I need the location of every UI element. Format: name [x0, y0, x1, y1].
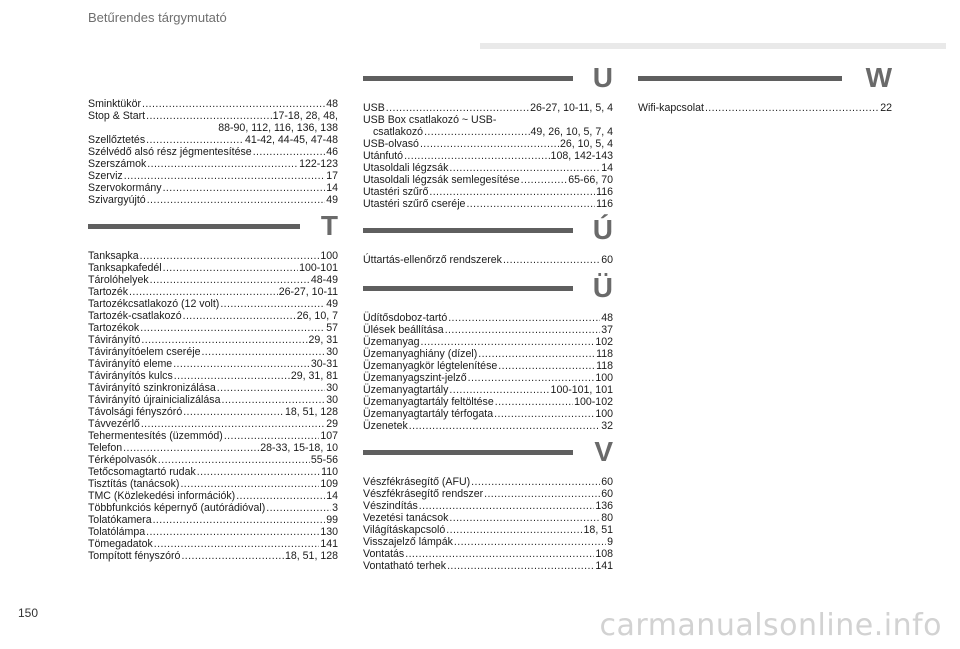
index-entry	[363, 312, 613, 324]
entry-page-refs: 18, 51	[583, 524, 613, 536]
index-entry	[363, 548, 613, 560]
index-entry	[363, 138, 613, 150]
entry-list	[88, 98, 338, 206]
entry-page-refs: 37	[601, 324, 613, 336]
entry-term: Szerszámok	[88, 158, 147, 170]
dot-leader	[163, 262, 298, 274]
dot-leader	[140, 322, 325, 334]
entry-page-refs: 22	[880, 102, 892, 114]
entry-page-refs: 55-56	[310, 454, 338, 466]
entry-page-refs: 28-33, 15-18, 10	[260, 442, 338, 454]
index-entry	[88, 454, 338, 466]
section-rule	[88, 224, 300, 229]
dot-leader	[154, 538, 320, 550]
watermark: carmanualsonline.info	[599, 608, 942, 643]
entry-term: Tartozékcsatlakozó (12 volt)	[88, 298, 220, 310]
dot-leader	[221, 394, 325, 406]
entry-page-refs: 26-27, 10-11	[278, 286, 338, 298]
entry-term: Távirányítós kulcs	[88, 370, 173, 382]
entry-term: Többfunkciós képernyő (autórádióval)	[88, 502, 266, 514]
entry-page-refs: 26, 10, 7	[296, 310, 338, 322]
entry-term: Távvezérlő	[88, 418, 140, 430]
entry-page-refs: 109	[320, 478, 338, 490]
index-entry	[363, 198, 613, 210]
entry-term: USB Box csatlakozó ~ USB-	[363, 114, 497, 126]
entry-term: Tárolóhelyek	[88, 274, 149, 286]
dot-leader	[146, 526, 319, 538]
index-entry	[363, 384, 613, 396]
entry-term: Tanksapka	[88, 250, 139, 262]
index-entry	[88, 98, 338, 110]
index-entry	[363, 536, 613, 548]
index-entry	[88, 478, 338, 490]
dot-leader	[153, 514, 326, 526]
entry-term: Üzemanyagszint-jelző	[363, 372, 467, 384]
dot-leader	[266, 502, 331, 514]
section-header-v	[363, 436, 613, 476]
entry-page-refs: 141	[595, 560, 613, 572]
index-entry	[88, 194, 338, 206]
entry-page-refs: 130	[320, 526, 338, 538]
index-entry	[363, 336, 613, 348]
entry-page-refs: 18, 51, 128	[284, 550, 338, 562]
entry-list	[363, 476, 613, 572]
dot-leader	[183, 310, 296, 322]
entry-term: Tolatólámpa	[88, 526, 146, 538]
dot-leader	[181, 550, 284, 562]
dot-leader	[429, 186, 595, 198]
dot-leader	[386, 102, 529, 114]
entry-page-refs: 116	[596, 198, 613, 210]
entry-list	[363, 254, 613, 266]
entry-term: Üzemanyag	[363, 336, 420, 348]
entry-page-refs: 116	[596, 186, 613, 198]
entry-page-refs: 108, 142-143	[550, 150, 613, 162]
index-entry	[88, 122, 338, 134]
entry-term: Távirányító újrainicializálása	[88, 394, 221, 406]
dot-leader	[141, 418, 325, 430]
entry-term: Tehermentesítés (üzemmód)	[88, 430, 223, 442]
dot-leader	[419, 500, 595, 512]
dot-leader	[217, 382, 325, 394]
entry-term: Tartozékok	[88, 322, 140, 334]
entry-term: Visszajelző lámpák	[363, 536, 453, 548]
header-title: Betűrendes tárgymutató	[88, 10, 227, 25]
dot-leader	[220, 298, 325, 310]
entry-page-refs: 48	[601, 312, 613, 324]
dot-leader	[163, 182, 326, 194]
dot-leader	[466, 198, 595, 210]
index-entry	[363, 512, 613, 524]
dot-leader	[409, 420, 600, 432]
entry-page-refs: 30-31	[310, 358, 338, 370]
index-entry	[638, 102, 892, 114]
index-entry	[363, 254, 613, 266]
section-letter: Ú	[592, 214, 613, 245]
dot-leader	[236, 490, 325, 502]
index-entry	[363, 186, 613, 198]
dot-leader	[180, 478, 319, 490]
entry-page-refs: 9	[607, 536, 613, 548]
entry-term: Utastéri szűrő	[363, 186, 429, 198]
index-entry	[88, 322, 338, 334]
entry-page-refs: 65-66, 70	[568, 174, 613, 186]
dot-leader	[201, 346, 325, 358]
index-entry	[88, 382, 338, 394]
entry-page-refs: 46	[326, 146, 338, 158]
index-entry	[88, 370, 338, 382]
entry-page-refs: 49, 26, 10, 5, 7, 4	[530, 126, 613, 138]
entry-page-refs: 29, 31	[308, 334, 338, 346]
entry-page-refs: 29, 31, 81	[290, 370, 338, 382]
entry-term: Üzemanyagtartály	[363, 384, 449, 396]
entry-term: Vontatás	[363, 548, 405, 560]
entry-page-refs: 49	[326, 194, 338, 206]
index-entry	[88, 550, 338, 562]
entry-page-refs: 141	[320, 538, 338, 550]
entry-term: Úttartás-ellenőrző rendszerek	[363, 254, 502, 266]
entry-term: Sminktükör	[88, 98, 141, 110]
entry-term: Szélvédő alsó rész jégmentesítése	[88, 146, 252, 158]
entry-page-refs: 100	[595, 372, 613, 384]
header-bar	[480, 43, 946, 49]
entry-term: Utastéri szűrő cseréje	[363, 198, 466, 210]
index-entry	[88, 466, 338, 478]
section-header-u	[363, 62, 613, 102]
index-entry	[363, 162, 613, 174]
index-entry	[363, 348, 613, 360]
dot-leader	[405, 548, 594, 560]
dot-leader	[420, 138, 559, 150]
entry-page-refs: 118	[596, 348, 613, 360]
entry-page-refs: 60	[601, 476, 613, 488]
index-entry	[88, 346, 338, 358]
entry-page-refs: 57	[326, 322, 338, 334]
entry-term: Szivargyújtó	[88, 194, 146, 206]
dot-leader	[173, 358, 310, 370]
section-header-u-acute	[363, 214, 613, 254]
entry-page-refs: 110	[321, 466, 338, 478]
entry-page-refs: 100	[595, 408, 613, 420]
entry-page-refs: 30	[326, 382, 338, 394]
entry-term: Üzemanyagkör légtelenítése	[363, 360, 498, 372]
dot-leader	[174, 370, 290, 382]
entry-term: Tisztítás (tanácsok)	[88, 478, 180, 490]
dot-leader	[147, 158, 298, 170]
entry-page-refs: 30	[326, 394, 338, 406]
entry-page-refs: 26-27, 10-11, 5, 4	[530, 102, 613, 114]
entry-page-refs: 99	[326, 514, 338, 526]
entry-term: Vontatható terhek	[363, 560, 447, 572]
dot-leader	[424, 126, 529, 138]
section-letter: U	[592, 62, 613, 93]
index-entry	[88, 134, 338, 146]
entry-page-refs: 60	[601, 488, 613, 500]
dot-leader	[404, 150, 549, 162]
entry-list	[88, 250, 338, 562]
index-entry	[363, 324, 613, 336]
section-rule	[638, 76, 842, 81]
entry-page-refs: 100-101, 101	[550, 384, 613, 396]
dot-leader	[448, 312, 600, 324]
index-entry	[363, 500, 613, 512]
index-entry	[88, 310, 338, 322]
index-entry	[88, 286, 338, 298]
entry-term: Távirányító	[88, 334, 141, 346]
dot-leader	[495, 396, 573, 408]
index-entry	[363, 408, 613, 420]
dot-leader	[468, 372, 595, 384]
dot-leader	[183, 406, 284, 418]
index-entry	[363, 524, 613, 536]
index-entry	[363, 420, 613, 432]
dot-leader	[253, 146, 326, 158]
entry-term: Üzemanyagtartály feltöltése	[363, 396, 494, 408]
entry-term: Üzemanyagtartály térfogata	[363, 408, 494, 420]
index-entry	[88, 502, 338, 514]
entry-term: USB	[363, 102, 385, 114]
index-entry	[88, 442, 338, 454]
index-column-2	[363, 62, 613, 572]
entry-term: Térképolvasók	[88, 454, 157, 466]
entry-page-refs: 14	[326, 490, 338, 502]
index-entry	[88, 182, 338, 194]
section-rule	[363, 76, 573, 81]
entry-term: Szellőztetés	[88, 134, 146, 146]
entry-page-refs: 17	[326, 170, 338, 182]
entry-term: Vészfékrásegítő rendszer	[363, 488, 484, 500]
dot-leader	[146, 134, 244, 146]
index-entry	[88, 514, 338, 526]
entry-term: Utasoldali légzsák semlegesítése	[363, 174, 520, 186]
entry-term: Tartozék-csatlakozó	[88, 310, 182, 322]
entry-page-refs: 100-101	[299, 262, 338, 274]
dot-leader	[478, 348, 595, 360]
dot-leader	[123, 442, 259, 454]
entry-term: Tömegadatok	[88, 538, 153, 550]
entry-page-refs: 49	[326, 298, 338, 310]
entry-page-refs: 41-42, 44-45, 47-48	[244, 134, 338, 146]
entry-term: Stop & Start	[88, 110, 146, 122]
entry-page-refs: 60	[601, 254, 613, 266]
index-entry	[88, 170, 338, 182]
entry-page-refs: 30	[326, 346, 338, 358]
entry-page-refs: 29	[326, 418, 338, 430]
entry-page-refs: 136	[595, 500, 613, 512]
entry-term: Szerviz	[88, 170, 123, 182]
entry-page-refs: 107	[320, 430, 338, 442]
index-entry	[88, 490, 338, 502]
dot-leader	[141, 334, 307, 346]
dot-leader	[454, 536, 606, 548]
dot-leader	[224, 430, 319, 442]
entry-term: Távolsági fényszóró	[88, 406, 183, 418]
section-rule	[363, 228, 573, 233]
entry-term: Tompított fényszóró	[88, 550, 181, 562]
entry-page-refs: 32	[601, 420, 613, 432]
entry-term: Üdítősdoboz-tartó	[363, 312, 448, 324]
dot-leader	[142, 98, 325, 110]
index-entry	[363, 360, 613, 372]
entry-term: Távirányító szinkronizálása	[88, 382, 216, 394]
entry-term: Utánfutó	[363, 150, 404, 162]
entry-page-refs: 80	[601, 512, 613, 524]
dot-leader	[124, 170, 325, 182]
dot-leader	[449, 162, 600, 174]
index-entry	[363, 174, 613, 186]
dot-leader	[484, 488, 600, 500]
entry-term: TMC (Közlekedési információk)	[88, 490, 236, 502]
entry-term: USB-olvasó	[363, 138, 419, 150]
entry-page-refs: 48	[326, 98, 338, 110]
index-entry	[363, 560, 613, 572]
dot-leader	[471, 476, 600, 488]
entry-list	[638, 102, 892, 114]
section-letter: V	[594, 436, 613, 467]
dot-leader	[445, 324, 601, 336]
index-entry	[88, 430, 338, 442]
index-entry	[363, 102, 613, 114]
index-entry	[363, 396, 613, 408]
index-entry	[88, 250, 338, 262]
dot-leader	[146, 110, 271, 122]
dot-leader	[446, 524, 582, 536]
entry-term: Üzenetek	[363, 420, 408, 432]
dot-leader	[449, 512, 600, 524]
section-header-w	[638, 62, 892, 102]
entry-term: Távirányítóelem cseréje	[88, 346, 201, 358]
section-header-t	[88, 210, 338, 250]
dot-leader	[129, 286, 278, 298]
index-entry	[88, 538, 338, 550]
entry-term: csatlakozó	[373, 126, 424, 138]
index-entry	[363, 114, 613, 126]
index-entry	[88, 110, 338, 122]
section-letter: W	[865, 62, 892, 93]
entry-term: Tartozék	[88, 286, 129, 298]
dot-leader	[421, 336, 595, 348]
entry-term: Távirányító eleme	[88, 358, 173, 370]
index-entry	[88, 262, 338, 274]
entry-term: Tanksapkafedél	[88, 262, 162, 274]
index-entry	[88, 526, 338, 538]
entry-page-refs: 3	[332, 502, 338, 514]
dot-leader	[140, 250, 320, 262]
dot-leader	[494, 408, 594, 420]
entry-list	[363, 312, 613, 432]
page-number: 150	[18, 606, 39, 620]
dot-leader	[197, 466, 320, 478]
entry-term: Vezetési tanácsok	[363, 512, 449, 524]
entry-term: Ülések beállítása	[363, 324, 444, 336]
section-rule	[363, 286, 573, 291]
dot-leader	[498, 360, 595, 372]
section-letter: T	[320, 210, 338, 241]
entry-term: Utasoldali légzsák	[363, 162, 449, 174]
entry-page-refs: 26, 10, 5, 4	[559, 138, 613, 150]
entry-term: Vészindítás	[363, 500, 418, 512]
index-entry	[88, 418, 338, 430]
entry-page-refs: 100-102	[574, 396, 613, 408]
index-column-3	[638, 62, 892, 114]
entry-term: Tetőcsomagtartó rudak	[88, 466, 196, 478]
section-header-u-umlaut	[363, 272, 613, 312]
index-entry	[88, 298, 338, 310]
index-entry	[363, 126, 613, 138]
dot-leader	[158, 454, 310, 466]
index-entry	[363, 488, 613, 500]
index-column-1	[88, 98, 338, 562]
dot-leader	[705, 102, 879, 114]
entry-term: Tolatókamera	[88, 514, 152, 526]
entry-page-refs: 100	[320, 250, 338, 262]
index-entry	[363, 476, 613, 488]
entry-page-refs: 88-90, 112, 116, 136, 138	[218, 122, 338, 134]
index-entry	[88, 158, 338, 170]
index-entry	[88, 394, 338, 406]
entry-page-refs: 118	[596, 360, 613, 372]
dot-leader	[150, 274, 310, 286]
entry-page-refs: 14	[601, 162, 613, 174]
entry-page-refs: 14	[326, 182, 338, 194]
index-entry	[88, 274, 338, 286]
section-rule	[363, 450, 573, 455]
index-entry	[363, 372, 613, 384]
entry-page-refs: 102	[595, 336, 613, 348]
index-entry	[88, 406, 338, 418]
entry-page-refs: 17-18, 28, 48,	[272, 110, 338, 122]
entry-term: Üzemanyaghiány (dízel)	[363, 348, 478, 360]
entry-page-refs: 122-123	[299, 158, 338, 170]
entry-term: Vészfékrásegítő (AFU)	[363, 476, 471, 488]
entry-page-refs: 48-49	[310, 274, 338, 286]
dot-leader	[449, 384, 549, 396]
section-letter: Ü	[592, 272, 613, 303]
dot-leader	[503, 254, 600, 266]
entry-term: Világításkapcsoló	[363, 524, 446, 536]
entry-list	[363, 102, 613, 210]
entry-page-refs: 108	[595, 548, 613, 560]
index-entry	[363, 150, 613, 162]
entry-term: Szervokormány	[88, 182, 162, 194]
entry-term: Wifi-kapcsolat	[638, 102, 704, 114]
dot-leader	[147, 194, 326, 206]
index-entry	[88, 146, 338, 158]
index-entry	[88, 358, 338, 370]
entry-page-refs: 18, 51, 128	[284, 406, 338, 418]
dot-leader	[447, 560, 594, 572]
entry-term: Telefon	[88, 442, 123, 454]
dot-leader	[521, 174, 568, 186]
index-entry	[88, 334, 338, 346]
